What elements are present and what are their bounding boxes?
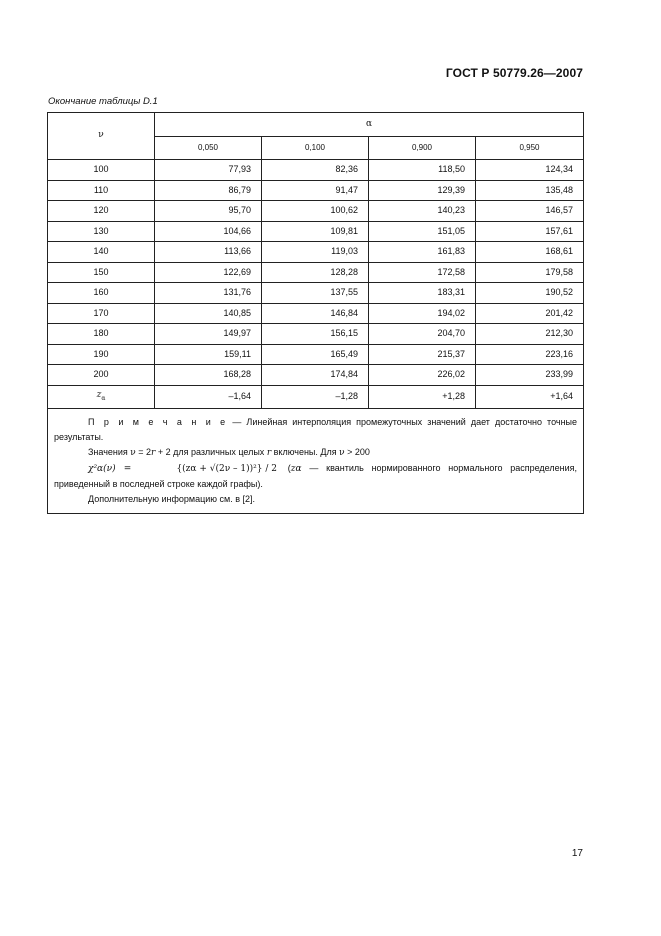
r-symbol: r xyxy=(151,447,156,458)
chi-square-value: 204,70 xyxy=(369,324,476,345)
note-paragraph-3 xyxy=(54,461,577,492)
alpha-column-header: 0,100 xyxy=(262,136,369,160)
nu-value: 100 xyxy=(48,160,155,181)
note-text: + 2 для различных целых xyxy=(155,446,267,457)
alpha-column-header: 0,900 xyxy=(369,136,476,160)
z-alpha-label xyxy=(48,385,155,408)
note-text: включены. Для xyxy=(271,446,340,457)
nu-value: 180 xyxy=(48,324,155,345)
chi-square-value: 168,61 xyxy=(476,242,584,263)
note-prefix: П р и м е ч а н и е xyxy=(88,416,228,427)
formula-lhs: χ²α(ν) = xyxy=(88,463,140,474)
table-caption: Окончание таблицы D.1 xyxy=(48,96,158,107)
chi-square-value: 157,61 xyxy=(476,221,584,242)
chi-square-table xyxy=(47,112,584,514)
chi-square-value: 201,42 xyxy=(476,303,584,324)
z-alpha-value: –1,28 xyxy=(262,385,369,408)
table-row xyxy=(48,303,584,324)
nu-value: 190 xyxy=(48,344,155,365)
table-row xyxy=(48,180,584,201)
nu-value: 110 xyxy=(48,180,155,201)
chi-square-value: 151,05 xyxy=(369,221,476,242)
note-text: Значения xyxy=(88,446,131,457)
r-symbol: r xyxy=(266,447,272,458)
table-row xyxy=(48,221,584,242)
nu-header: ν xyxy=(48,113,155,160)
nu-value: 170 xyxy=(48,303,155,324)
chi-square-value: 140,23 xyxy=(369,201,476,222)
chi-square-value: 118,50 xyxy=(369,160,476,181)
page-number: 17 xyxy=(571,848,583,859)
table-note xyxy=(48,408,584,513)
chi-square-value: 113,66 xyxy=(155,242,262,263)
chi-square-value: 168,28 xyxy=(155,365,262,386)
chi-square-value: 183,31 xyxy=(369,283,476,304)
chi-square-value: 124,34 xyxy=(476,160,584,181)
alpha-column-header: 0,050 xyxy=(155,136,262,160)
chi-square-value: 77,93 xyxy=(155,160,262,181)
table-row xyxy=(48,344,584,365)
nu-value: 130 xyxy=(48,221,155,242)
alpha-column-header: 0,950 xyxy=(476,136,584,160)
table-header-row xyxy=(48,113,584,137)
chi-square-value: 146,84 xyxy=(262,303,369,324)
chi-square-value: 226,02 xyxy=(369,365,476,386)
table-row xyxy=(48,324,584,345)
chi-square-value: 146,57 xyxy=(476,201,584,222)
z-subscript: α xyxy=(101,394,106,402)
chi-square-value: 165,49 xyxy=(262,344,369,365)
nu-value: 120 xyxy=(48,201,155,222)
chi-square-value: 95,70 xyxy=(155,201,262,222)
note-paragraph-1 xyxy=(54,415,577,445)
note-text: — квантиль нормированного нормального распределения, приведенный в последней строке каждой графы). xyxy=(54,462,578,489)
alpha-header: α xyxy=(155,113,584,137)
table-row xyxy=(48,283,584,304)
chi-square-value: 179,58 xyxy=(476,262,584,283)
nu-value: 160 xyxy=(48,283,155,304)
nu-symbol: ν xyxy=(339,447,345,458)
chi-square-value: 233,99 xyxy=(476,365,584,386)
nu-value: 140 xyxy=(48,242,155,263)
chi-square-value: 119,03 xyxy=(262,242,369,263)
table-row xyxy=(48,160,584,181)
chi-square-value: 135,48 xyxy=(476,180,584,201)
note-text: Дополнительную информацию см. в [2]. xyxy=(88,493,256,504)
z-alpha-value: +1,64 xyxy=(476,385,584,408)
chi-square-value: 172,58 xyxy=(369,262,476,283)
chi-square-value: 156,15 xyxy=(262,324,369,345)
nu-symbol: ν xyxy=(130,447,136,458)
table-row xyxy=(48,242,584,263)
chi-square-value: 109,81 xyxy=(262,221,369,242)
chi-square-value: 104,66 xyxy=(155,221,262,242)
note-text: ( xyxy=(287,462,291,473)
note-text: > 200 xyxy=(344,446,370,457)
z-alpha-row xyxy=(48,385,584,408)
z-alpha-value: –1,64 xyxy=(155,385,262,408)
chi-square-value: 212,30 xyxy=(476,324,584,345)
table-row xyxy=(48,365,584,386)
chi-square-value: 91,47 xyxy=(262,180,369,201)
document-code: ГОСТ Р 50779.26—2007 xyxy=(445,66,583,80)
table-row xyxy=(48,262,584,283)
chi-square-value: 128,28 xyxy=(262,262,369,283)
chi-square-value: 149,97 xyxy=(155,324,262,345)
chi-square-value: 82,36 xyxy=(262,160,369,181)
chi-square-value: 159,11 xyxy=(155,344,262,365)
note-paragraph-2 xyxy=(54,445,577,461)
chi-square-value: 86,79 xyxy=(155,180,262,201)
chi-square-value: 161,83 xyxy=(369,242,476,263)
table-row xyxy=(48,201,584,222)
chi-square-value: 129,39 xyxy=(369,180,476,201)
nu-value: 200 xyxy=(48,365,155,386)
chi-square-value: 223,16 xyxy=(476,344,584,365)
nu-value: 150 xyxy=(48,262,155,283)
formula-expression: {(zα + √(2ν – 1))²} / 2 xyxy=(176,463,277,474)
chi-square-value: 190,52 xyxy=(476,283,584,304)
chi-square-value: 122,69 xyxy=(155,262,262,283)
chi-square-value: 137,55 xyxy=(262,283,369,304)
note-row xyxy=(48,408,584,513)
chi-square-value: 131,76 xyxy=(155,283,262,304)
chi-square-value: 100,62 xyxy=(262,201,369,222)
note-text: = 2 xyxy=(135,446,152,457)
chi-square-value: 174,84 xyxy=(262,365,369,386)
chi-square-value: 215,37 xyxy=(369,344,476,365)
chi-square-value: 194,02 xyxy=(369,303,476,324)
z-label: z xyxy=(96,389,102,400)
z-alpha-value: +1,28 xyxy=(369,385,476,408)
chi-square-value: 140,85 xyxy=(155,303,262,324)
note-paragraph-4 xyxy=(54,492,577,507)
z-alpha-symbol: zα xyxy=(290,463,302,474)
note-text-1: — Линейная интерполяция промежуточных значений дает достаточно точные результаты. xyxy=(54,416,578,442)
